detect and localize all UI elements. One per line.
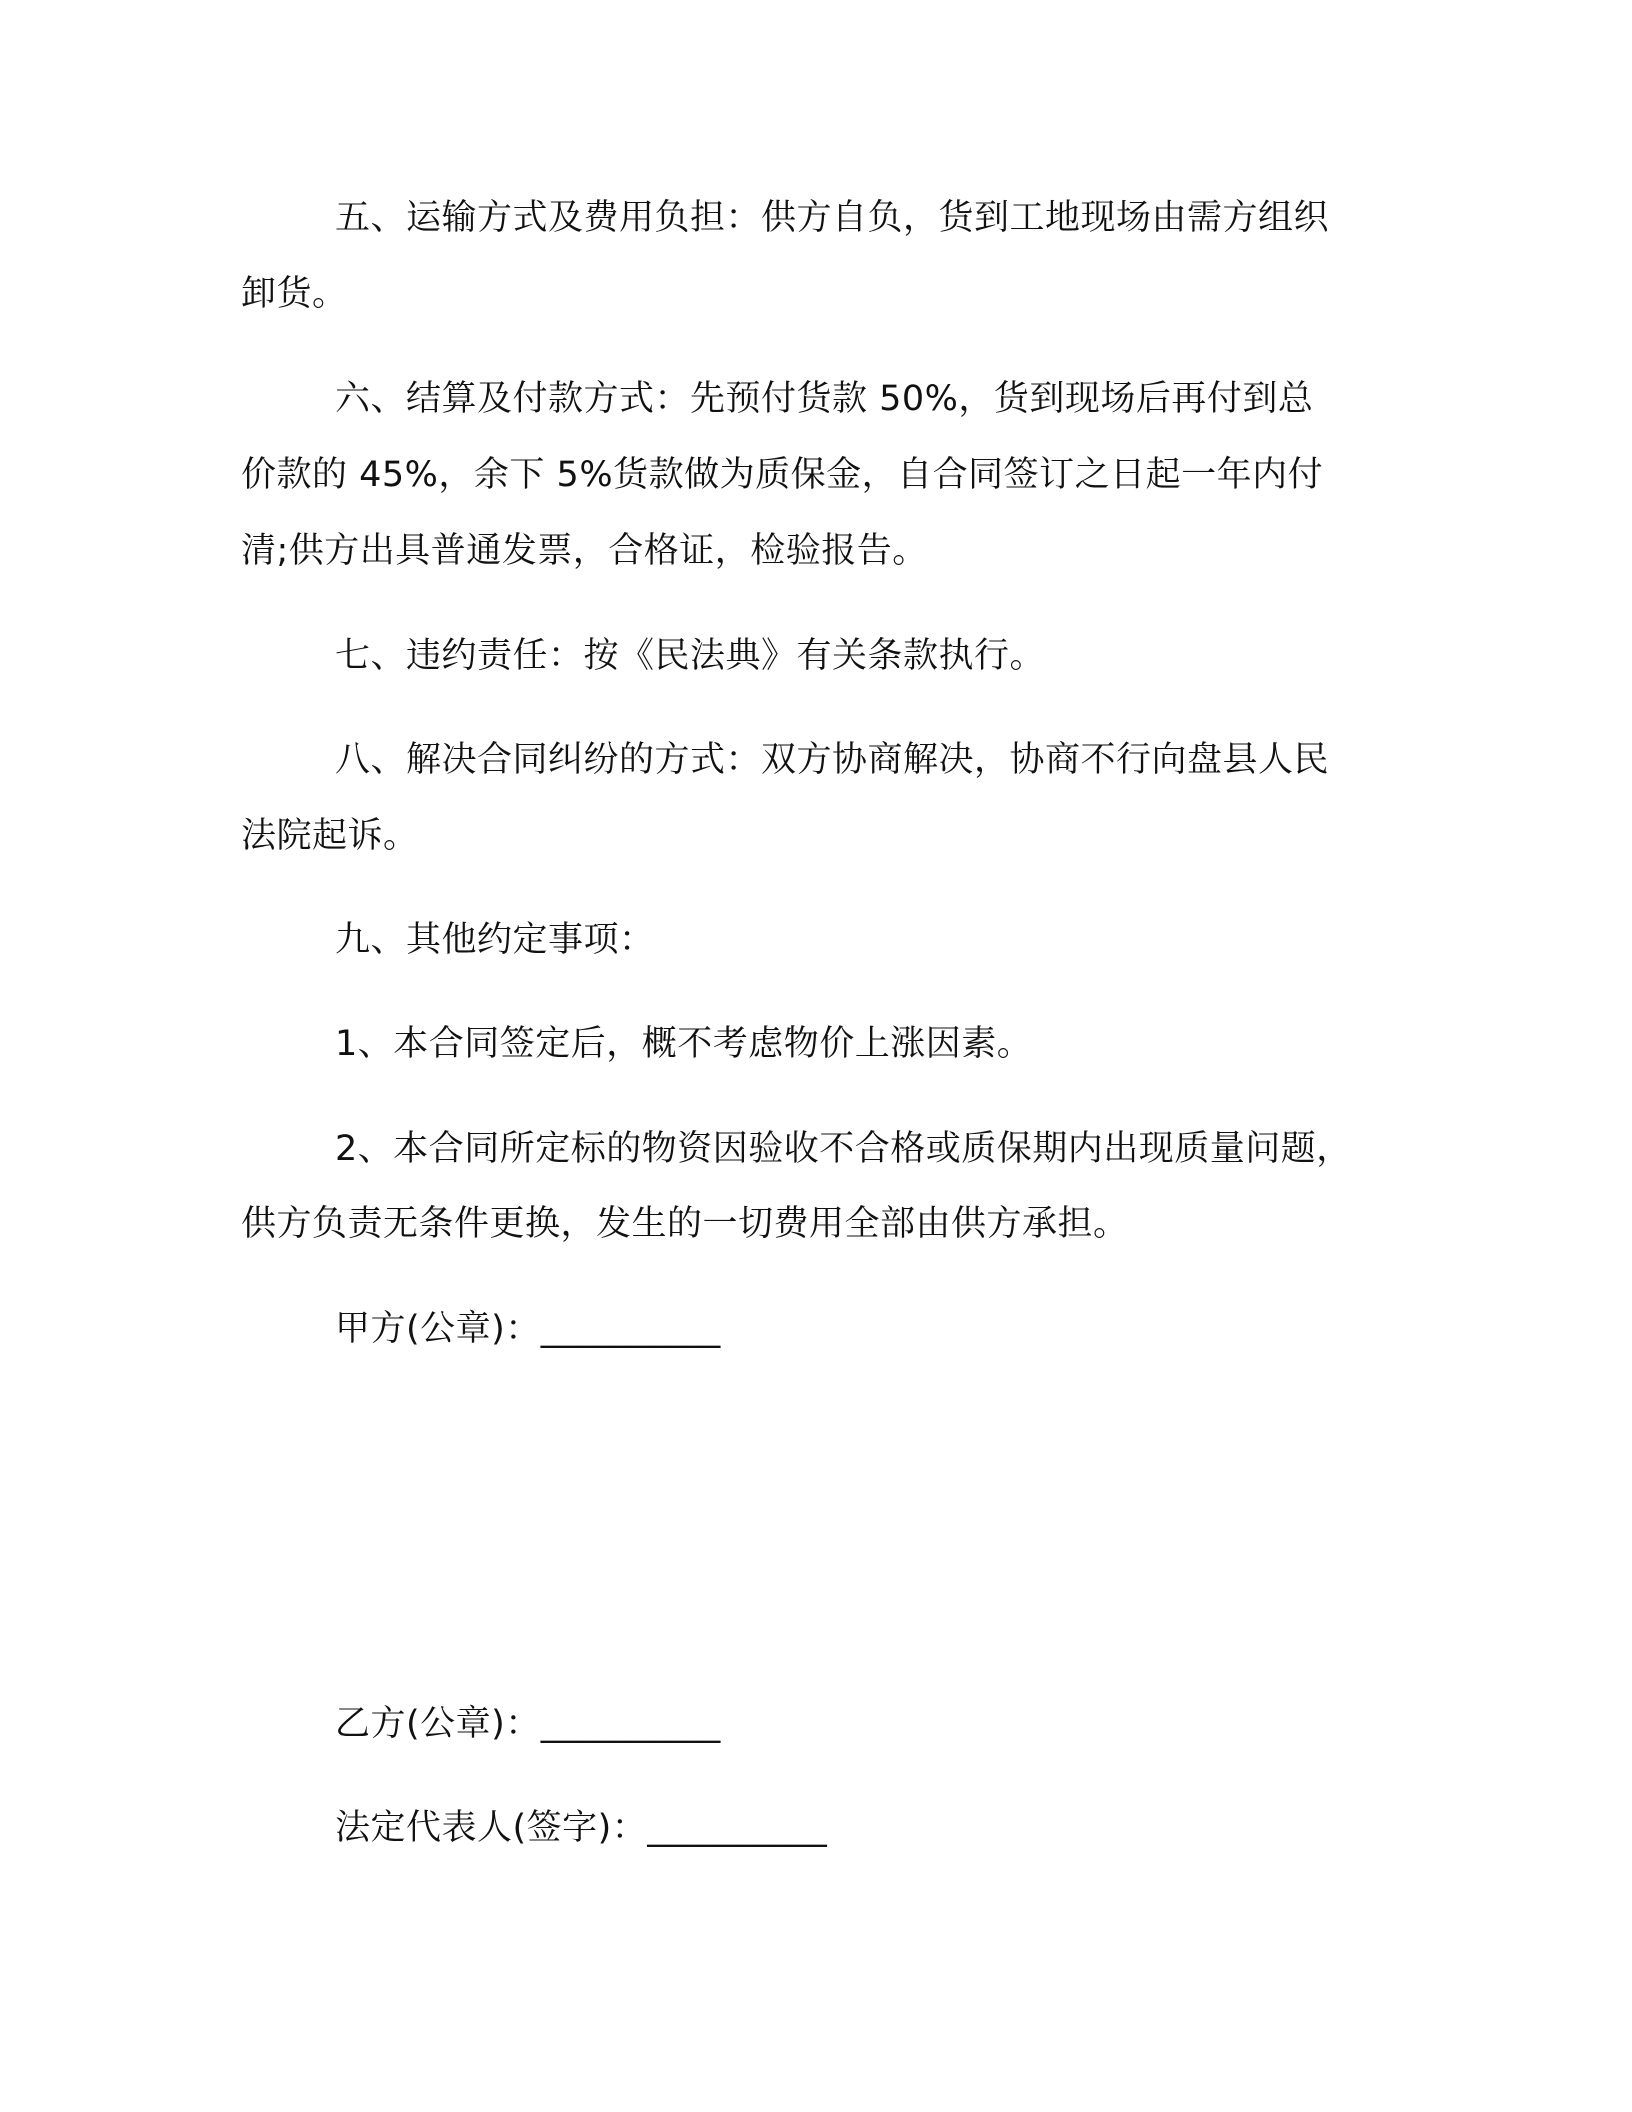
- clause-5-line-1: 五、运输方式及费用负担：供方自负，货到工地现场由需方组织: [335, 198, 1330, 238]
- clause-6-line-3: 清;供方出具普通发票，合格证，检验报告。: [241, 531, 928, 571]
- clause-9-item-2-line-2: 供方负责无条件更换，发生的一切费用全部由供方承担。: [241, 1204, 1129, 1244]
- clause-9-heading: 九、其他约定事项：: [335, 920, 655, 960]
- clause-8-line-1: 八、解决合同纠纷的方式：双方协商解决，协商不行向盘县人民: [335, 740, 1330, 780]
- clause-6-line-1: 六、结算及付款方式：先预付货款 50%，货到现场后再付到总: [335, 379, 1314, 419]
- clause-5-line-2: 卸货。: [241, 274, 348, 314]
- legal-representative-signature-line: 法定代表人(签字)：__________: [335, 1808, 828, 1848]
- party-a-signature-line: 甲方(公章)：__________: [335, 1309, 721, 1349]
- party-b-signature-line: 乙方(公章)：__________: [335, 1704, 721, 1744]
- clause-8-line-2: 法院起诉。: [241, 816, 419, 856]
- clause-9-item-2-line-1: 2、本合同所定标的物资因验收不合格或质保期内出现质量问题，: [335, 1129, 1352, 1169]
- clause-7-line-1: 七、违约责任：按《民法典》有关条款执行。: [335, 636, 1046, 676]
- clause-9-item-1: 1、本合同签定后，概不考虑物价上涨因素。: [335, 1024, 1033, 1064]
- clause-6-line-2: 价款的 45%，余下 5%货款做为质保金，自合同签订之日起一年内付: [241, 455, 1324, 495]
